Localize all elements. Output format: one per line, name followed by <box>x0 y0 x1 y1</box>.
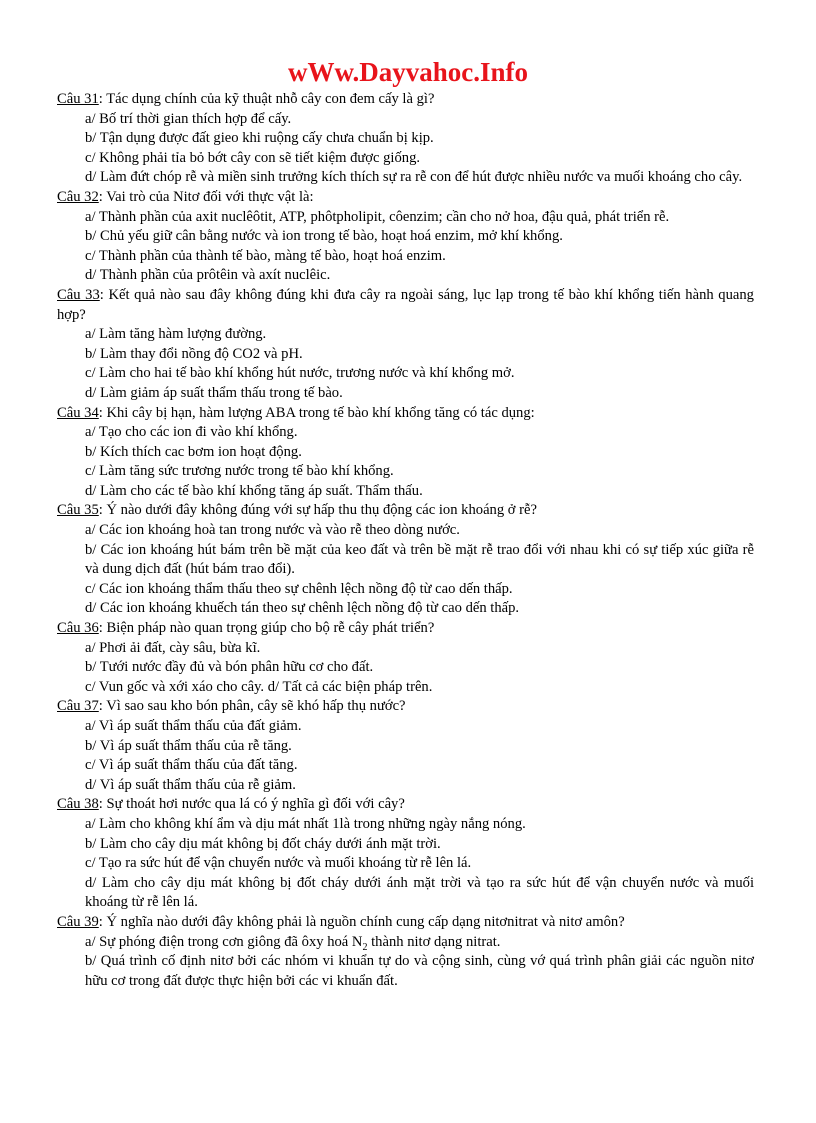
option-a: a/ Bố trí thời gian thích hợp để cấy. <box>85 110 292 127</box>
question-text: : Kết quả nào sau đây không đúng khi đưa cây ra ngoài sáng, lục lạp trong tế bào khí khổng tiến hành quang hợp? <box>57 286 754 323</box>
question-header <box>57 697 754 717</box>
option-c: c/ Không phải tỉa bỏ bớt cây con sẽ tiết kiệm được giống. <box>85 149 421 166</box>
option-b: b/ Chủ yếu giữ cân bằng nước và ion trong tế bào, hoạt hoá enzim, mở khí khổng. <box>85 228 563 245</box>
question-header <box>57 188 754 208</box>
question-header <box>57 501 754 521</box>
question-label: Câu 38 <box>57 796 99 813</box>
option-a: a/ Vì áp suất thẩm thấu của đất giảm. <box>85 718 302 734</box>
option-c: c/ Làm cho hai tế bào khí khổng hút nước, trương nước và khí khổng mở. <box>85 365 515 382</box>
question-34 <box>57 404 754 502</box>
option-c: c/ Tạo ra sức hút để vận chuyển nước và muối khoáng từ rễ lên lá. <box>85 855 472 872</box>
option-a-text: a/ Sự phóng điện trong cơn giông đã ôxy hoá N <box>85 933 363 950</box>
option-list <box>57 423 754 501</box>
option-a: a/ Phơi ải đất, cày sâu, bừa kĩ. <box>85 639 261 656</box>
question-37 <box>57 697 754 795</box>
site-title[interactable]: wWw.Dayvahoc.Info <box>287 57 529 87</box>
option-d: d/ Làm cho các tế bào khí khổng tăng áp suất. Thẩm thấu. <box>85 482 423 499</box>
option-b: b/ Làm cho cây dịu mát không bị đốt cháy dưới ánh mặt trời. <box>85 835 441 852</box>
option-list <box>57 815 754 913</box>
question-label: Câu 33 <box>57 286 100 303</box>
option-b: b/ Các ion khoáng hút bám trên bề mặt của keo đất và trên bề mặt rễ trao đổi với nhau khi có sự tiếp xúc giữa rễ và dung dịch đất (hút bám trao đổi). <box>85 541 754 578</box>
option-b: b/ Làm thay đổi nồng độ CO2 và pH. <box>85 345 303 362</box>
question-list <box>57 90 754 991</box>
option-d: d/ Làm giảm áp suất thẩm thấu trong tế bào. <box>85 384 343 401</box>
option-c: c/ Thành phần của thành tế bào, màng tế bào, hoạt hoá enzim. <box>85 247 446 264</box>
option-b: b/ Kích thích cac bơm ion hoạt động. <box>85 443 302 460</box>
option-c: c/ Vì áp suất thẩm thấu của đất tăng. <box>85 757 298 774</box>
question-text: : Vai trò của Nitơ đối với thực vật là: <box>98 188 314 205</box>
option-d: d/ Vì áp suất thẩm thấu của rễ giảm. <box>85 776 296 793</box>
question-label: Câu 31 <box>57 91 99 107</box>
question-33 <box>57 286 754 404</box>
question-header <box>57 404 754 424</box>
question-header <box>57 619 754 639</box>
option-a: a/ Thành phần của axit nuclêôtit, ATP, phôtpholipit, côenzim; cần cho nở hoa, đậu quả, phát triển rễ. <box>85 208 670 225</box>
option-list <box>57 325 754 403</box>
question-32 <box>57 188 754 286</box>
option-list <box>57 717 754 795</box>
option-list <box>57 933 754 992</box>
question-header <box>57 286 754 325</box>
question-35 <box>57 501 754 619</box>
question-text: : Ý nghĩa nào dưới đây không phải là nguồn chính cung cấp dạng nitơnitrat và nitơ amôn? <box>98 913 625 930</box>
question-text: : Biện pháp nào quan trọng giúp cho bộ rễ cây phát triển? <box>98 620 435 637</box>
question-text: : Sự thoát hơi nước qua lá có ý nghĩa gì đối với cây? <box>98 796 405 813</box>
question-header <box>57 90 754 110</box>
question-31 <box>57 90 754 188</box>
option-d: d/ Làm cho cây dịu mát không bị đốt cháy dưới ánh mặt trời và tạo ra sức hút để vận chuyển nước và muối khoáng từ rễ lên lá. <box>85 874 754 911</box>
question-label: Câu 37 <box>57 698 99 715</box>
question-label: Câu 32 <box>57 188 99 205</box>
option-c: c/ Làm tăng sức trương nước trong tế bào khí khổng. <box>85 463 394 480</box>
option-list <box>57 521 754 619</box>
option-d: d/ Làm đứt chóp rễ và miền sinh trưởng kích thích sự ra rễ con để hút được nhiều nước va muối khoáng cho cây. <box>85 169 743 186</box>
option-c-d: c/ Vun gốc và xới xáo cho cây. d/ Tất cả các biện pháp trên. <box>85 678 433 695</box>
question-39 <box>57 913 754 991</box>
question-text: : Vì sao sau kho bón phân, cây sẽ khó hấp thụ nước? <box>98 698 406 715</box>
option-list <box>57 639 754 698</box>
question-text: : Khi cây bị hạn, hàm lượng ABA trong tế bào khí khổng tăng có tác dụng: <box>98 404 535 421</box>
option-a <box>85 933 754 953</box>
question-label: Câu 34 <box>57 404 99 421</box>
question-text: : Ý nào dưới đây không đúng với sự hấp thu thụ động các ion khoáng ở rễ? <box>98 502 537 519</box>
question-label: Câu 36 <box>57 620 99 637</box>
question-header <box>57 795 754 815</box>
option-b: b/ Vì áp suất thẩm thấu của rễ tăng. <box>85 737 292 754</box>
question-38 <box>57 795 754 913</box>
option-b: b/ Tưới nước đầy đủ và bón phân hữu cơ cho đất. <box>85 659 374 676</box>
question-36 <box>57 619 754 697</box>
option-b: b/ Quá trình cố định nitơ bởi các nhóm vi khuẩn tự do và cộng sinh, cùng vớ quá trình phân giải các nguồn nitơ hữu cơ trong đất được thực hiện bởi các vi khuẩn đất. <box>85 953 754 989</box>
option-a: a/ Tạo cho các ion đi vào khí khổng. <box>85 424 298 441</box>
option-d: d/ Các ion khoáng khuếch tán theo sự chênh lệch nồng độ từ cao dến thấp. <box>85 600 520 617</box>
question-label: Câu 39 <box>57 913 99 930</box>
option-a: a/ Làm cho không khí ẩm và dịu mát nhất 1là trong những ngày nắng nóng. <box>85 815 526 832</box>
option-list <box>57 208 754 286</box>
option-a: a/ Các ion khoáng hoà tan trong nước và vào rễ theo dòng nước. <box>85 522 460 539</box>
option-a: a/ Làm tăng hàm lượng đường. <box>85 326 267 343</box>
question-header <box>57 913 754 933</box>
question-label: Câu 35 <box>57 502 99 519</box>
option-a-tail: thành nitơ dạng nitrat. <box>367 933 501 950</box>
question-text: : Tác dụng chính của kỹ thuật nhỗ cây con đem cấy là gì? <box>98 91 435 107</box>
option-b: b/ Tận dụng được đất gieo khi ruộng cấy chưa chuẩn bị kịp. <box>85 130 434 147</box>
n2-subscript: 2 <box>362 941 368 953</box>
option-d: d/ Thành phần của prôtêin và axít nuclêic. <box>85 267 331 284</box>
option-c: c/ Các ion khoáng thẩm thấu theo sự chênh lệch nồng độ từ cao dến thấp. <box>85 580 513 597</box>
option-list <box>57 110 754 188</box>
